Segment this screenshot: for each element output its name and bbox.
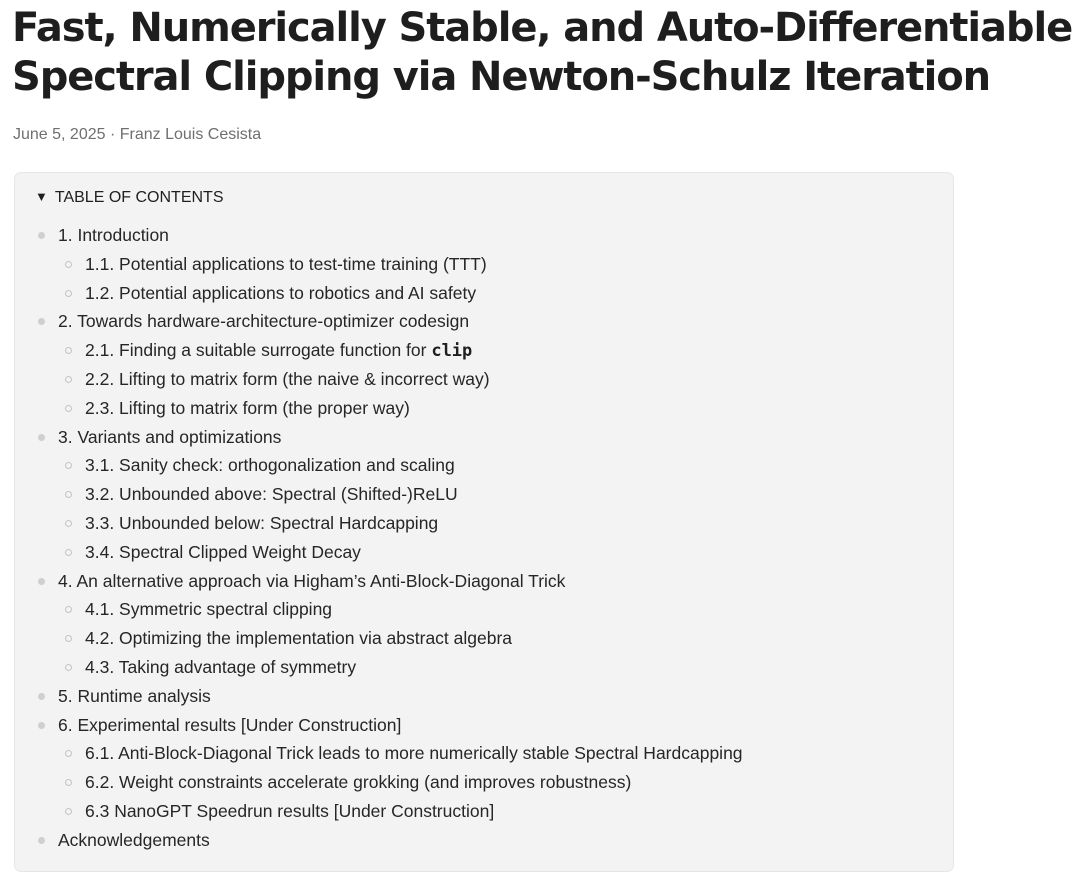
- bullet-circle-icon: [65, 405, 72, 412]
- bullet-disc-icon: [38, 232, 45, 239]
- bullet-circle-icon: [65, 261, 72, 268]
- toc-link[interactable]: [85, 455, 455, 475]
- toc-item: [15, 624, 953, 653]
- toc-link[interactable]: [85, 599, 332, 619]
- toc-list: [15, 221, 953, 855]
- toc-item: [15, 826, 953, 855]
- toc-link[interactable]: [58, 225, 169, 245]
- toc-link-text: 3.4. Spectral Clipped Weight Decay: [85, 541, 361, 562]
- toc-link-text: 1.2. Potential applications to robotics and AI safety: [85, 282, 477, 303]
- toc-link-text: 2.3. Lifting to matrix form (the proper way): [85, 397, 410, 418]
- toc-link-text: 6.2. Weight constraints accelerate grokking (and improves robustness): [85, 772, 632, 793]
- bullet-disc-icon: [38, 434, 45, 441]
- bullet-disc-icon: [38, 578, 45, 585]
- bullet-disc-icon: [38, 837, 45, 844]
- toc-link-text: 2. Towards hardware-architecture-optimizer codesign: [58, 311, 470, 332]
- toc-toggle[interactable]: [35, 189, 223, 207]
- toc-item: [15, 509, 953, 538]
- bullet-disc-icon: [38, 318, 45, 325]
- post-title: [12, 4, 1072, 102]
- toc-link-text: 4.3. Taking advantage of symmetry: [85, 656, 357, 677]
- bullet-circle-icon: [65, 549, 72, 556]
- toc-item: [15, 768, 953, 797]
- toc-link-text: Acknowledgements: [58, 829, 210, 850]
- bullet-circle-icon: [65, 520, 72, 527]
- toc-item: [15, 394, 953, 423]
- post-title-line-1: Fast, Numerically Stable, and Auto-Differentiable: [12, 5, 1072, 51]
- toc-link[interactable]: [85, 340, 472, 360]
- toc-item: [15, 567, 953, 596]
- toc-link-text: 4.2. Optimizing the implementation via abstract algebra: [85, 628, 513, 649]
- toc-link-text: 3. Variants and optimizations: [58, 426, 282, 447]
- bullet-circle-icon: [65, 779, 72, 786]
- toc-link[interactable]: [58, 571, 565, 591]
- toc-link[interactable]: [85, 254, 487, 274]
- bullet-circle-icon: [65, 635, 72, 642]
- toc-link-text: 2.1. Finding a suitable surrogate function for: [85, 340, 432, 361]
- toc-item: [15, 595, 953, 624]
- toc-link-text: 1. Introduction: [58, 225, 169, 245]
- bullet-disc-icon: [38, 693, 45, 700]
- toc-item: [15, 797, 953, 826]
- toc-link-text: 6.1. Anti-Block-Diagonal Trick leads to more numerically stable Spectral Hardcapping: [85, 743, 743, 764]
- toc-item: [15, 279, 953, 308]
- toc-item: [15, 739, 953, 768]
- toc-link-text: 3.1. Sanity check: orthogonalization and scaling: [85, 455, 455, 476]
- toc-item: [15, 711, 953, 740]
- toc-link[interactable]: [85, 743, 743, 763]
- bullet-circle-icon: [65, 606, 72, 613]
- inline-code: clip: [431, 341, 473, 362]
- toc-link[interactable]: [58, 311, 469, 331]
- bullet-circle-icon: [65, 462, 72, 469]
- post-title-line-2: Spectral Clipping via Newton-Schulz Iteration: [12, 54, 991, 100]
- bullet-circle-icon: [65, 491, 72, 498]
- toc-item: [15, 682, 953, 711]
- bullet-circle-icon: [65, 347, 72, 354]
- toc-item: [15, 221, 953, 250]
- toc-link[interactable]: [85, 283, 476, 303]
- toc-summary-label: TABLE OF CONTENTS: [54, 189, 224, 206]
- toc-item: [15, 480, 953, 509]
- toc-item: [15, 653, 953, 682]
- toc-item: [15, 423, 953, 452]
- toc-link[interactable]: [85, 772, 631, 792]
- bullet-circle-icon: [65, 290, 72, 297]
- bullet-circle-icon: [65, 750, 72, 757]
- bullet-circle-icon: [65, 664, 72, 671]
- toc-link[interactable]: [85, 398, 410, 418]
- bullet-circle-icon: [65, 376, 72, 383]
- toc-item: [15, 250, 953, 279]
- toc-item: [15, 307, 953, 336]
- toc-link-text: 6.3 NanoGPT Speedrun results [Under Construction]: [85, 800, 495, 821]
- toc-link-text: 3.3. Unbounded below: Spectral Hardcapping: [85, 512, 439, 533]
- toc-link-text: 4. An alternative approach via Higham’s Anti-Block-Diagonal Trick: [58, 570, 566, 591]
- toc-link[interactable]: [85, 801, 494, 821]
- toc-link-text: 4.1. Symmetric spectral clipping: [85, 599, 333, 620]
- toc-link[interactable]: [58, 830, 210, 850]
- post-meta: June 5, 2025 · Franz Louis Cesista: [13, 126, 262, 143]
- toc-link[interactable]: [58, 427, 281, 447]
- toc-link[interactable]: [58, 686, 211, 706]
- bullet-circle-icon: [65, 808, 72, 815]
- toc-item: [15, 451, 953, 480]
- table-of-contents: [14, 172, 954, 872]
- toc-link[interactable]: [85, 657, 356, 677]
- toc-link-text: 5. Runtime analysis: [58, 685, 211, 706]
- toc-link-text: 2.2. Lifting to matrix form (the naive & incorrect way): [85, 368, 490, 389]
- toc-link[interactable]: [85, 628, 512, 648]
- toc-link[interactable]: [85, 542, 361, 562]
- toc-item: [15, 365, 953, 394]
- toc-item: [15, 538, 953, 567]
- toc-link[interactable]: [58, 715, 401, 735]
- toc-link[interactable]: [85, 513, 438, 533]
- disclosure-triangle-icon: ▼: [35, 189, 48, 204]
- toc-link[interactable]: [85, 369, 490, 389]
- toc-link-text: 6. Experimental results [Under Construction]: [58, 714, 402, 735]
- toc-link-text: 3.2. Unbounded above: Spectral (Shifted-)ReLU: [85, 484, 458, 505]
- toc-link[interactable]: [85, 484, 458, 504]
- toc-link-text: 1.1. Potential applications to test-time training (TTT): [85, 253, 487, 274]
- toc-item: [15, 336, 953, 365]
- bullet-disc-icon: [38, 722, 45, 729]
